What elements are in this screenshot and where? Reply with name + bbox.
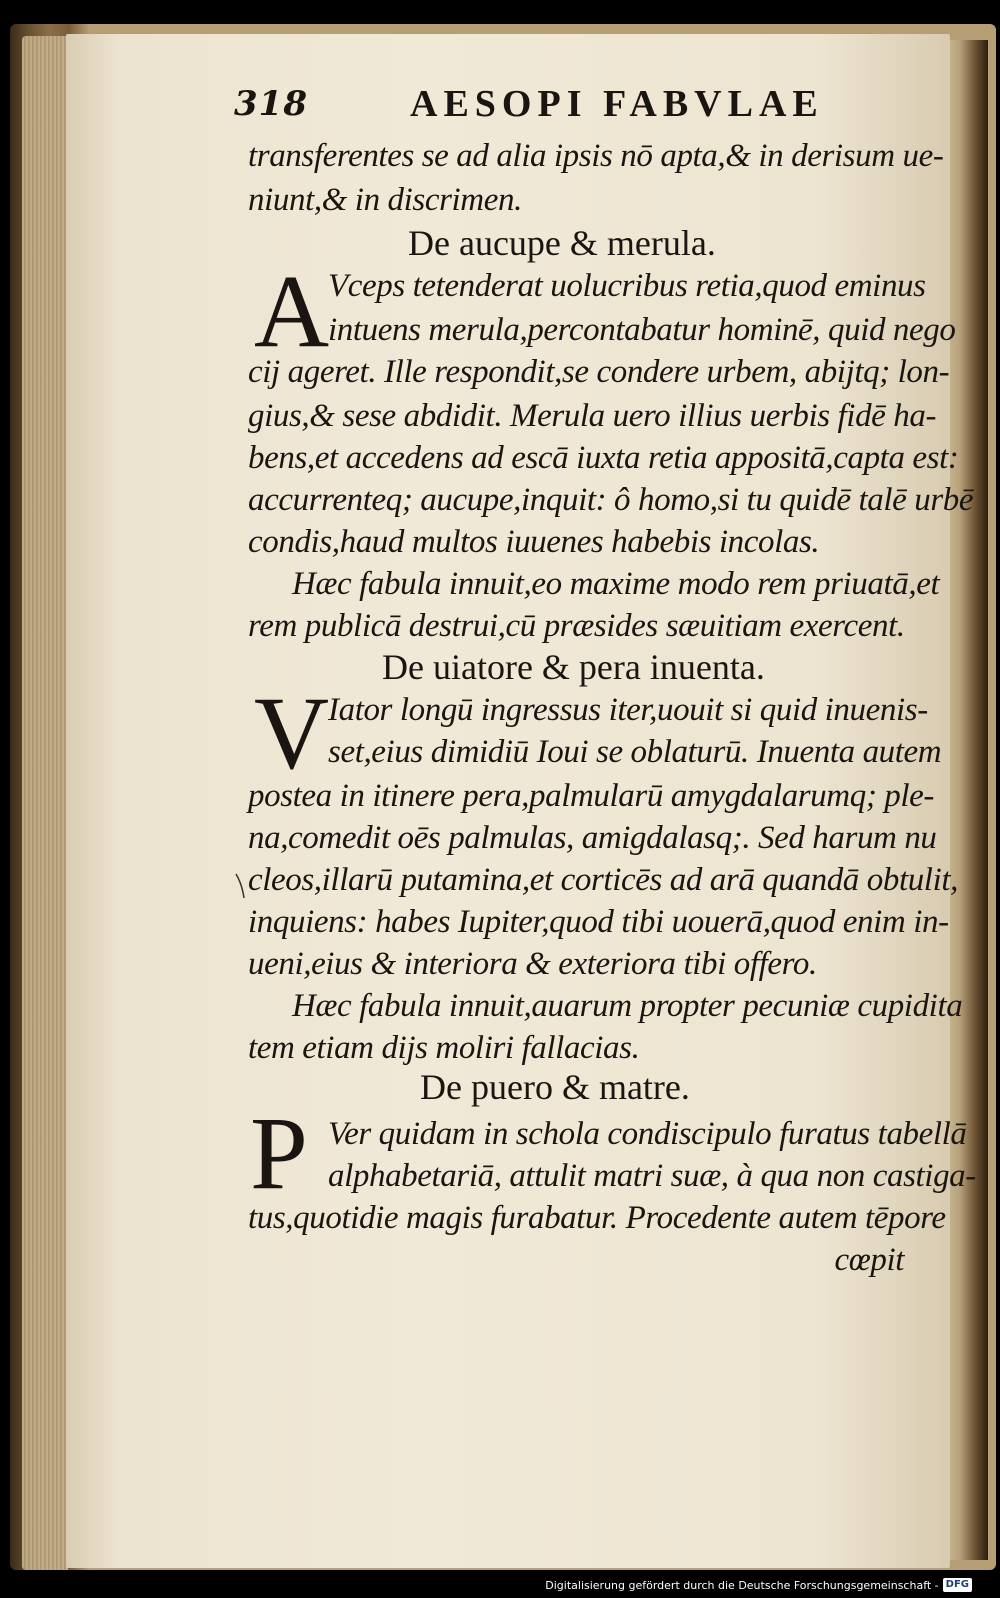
moral-line: tem etiam dijs moliri fallacias. xyxy=(248,1030,640,1066)
text-line: ueni,eius & interiora & exteriora tibi offero. xyxy=(248,946,817,982)
text-line: niunt,& in discrimen. xyxy=(248,182,522,218)
running-title: AESOPI FABVLAE xyxy=(410,83,824,125)
fable-heading: De aucupe & merula. xyxy=(408,223,716,263)
text-line: cij ageret. Ille respondit,se condere urbem, abijtq; lon- xyxy=(248,354,950,390)
digitization-credit xyxy=(545,1575,972,1595)
text-line: Ver quidam in schola condiscipulo furatus tabellā xyxy=(328,1116,967,1152)
moral-line: Hæc fabula innuit,auarum propter pecuniæ cupidita xyxy=(292,988,963,1024)
text-line: Vceps tetenderat uolucribus retia,quod eminus xyxy=(328,268,926,304)
text-line: inquiens: habes Iupiter,quod tibi uouerā,quod enim in- xyxy=(248,904,949,940)
text-line: intuens merula,percontabatur hominē, quid nego xyxy=(328,312,956,348)
text-line: Iator longū ingressus iter,uouit si quid inuenis- xyxy=(328,692,928,728)
drop-initial: V xyxy=(254,676,330,791)
moral-line: Hæc fabula innuit,eo maxime modo rem priuatā,et xyxy=(292,566,940,602)
text-line: transferentes se ad alia ipsis nō apta,& in derisum ue- xyxy=(248,138,944,174)
drop-initial: P xyxy=(250,1096,308,1211)
text-line: alphabetariā, attulit matri suæ, à qua non castiga- xyxy=(328,1158,976,1194)
running-head xyxy=(0,80,1000,130)
catchword: cœpit xyxy=(834,1242,904,1278)
drop-initial: A xyxy=(254,254,330,369)
moral-line: rem publicā destrui,cū præsides sæuitiam exercent. xyxy=(248,608,905,644)
text-line: set,eius dimidiū Ioui se oblaturū. Inuenta autem xyxy=(328,734,942,770)
page-number: 318 xyxy=(234,84,308,124)
text-line: gius,& sese abdidit. Merula uero illius uerbis fidē ha- xyxy=(248,398,937,434)
text-line: condis,haud multos iuuenes habebis incolas. xyxy=(248,524,820,560)
text-line: cleos,illarū putamina,et corticēs ad arā quandā obtulit, xyxy=(248,862,958,898)
text-line: tus,quotidie magis furabatur. Procedente autem tēpore xyxy=(248,1200,946,1236)
fable-heading: De puero & matre. xyxy=(420,1067,690,1107)
dfg-logo: DFG xyxy=(943,1578,972,1592)
text-line: na,comedit oēs palmulas, amigdalasq;. Sed harum nu xyxy=(248,820,937,856)
text-line: accurrenteq; aucupe,inquit: ô homo,si tu quidē talē urbē xyxy=(248,482,974,518)
credit-text: Digitalisierung gefördert durch die Deutsche Forschungsgemeinschaft - xyxy=(545,1578,939,1592)
text-line: postea in itinere pera,palmularū amygdalarumq; ple- xyxy=(248,778,934,814)
ink-mark xyxy=(234,872,246,900)
text-line: bens,et accedens ad escā iuxta retia appositā,capta est: xyxy=(248,440,959,476)
fable-heading: De uiatore & pera inuenta. xyxy=(382,647,765,687)
